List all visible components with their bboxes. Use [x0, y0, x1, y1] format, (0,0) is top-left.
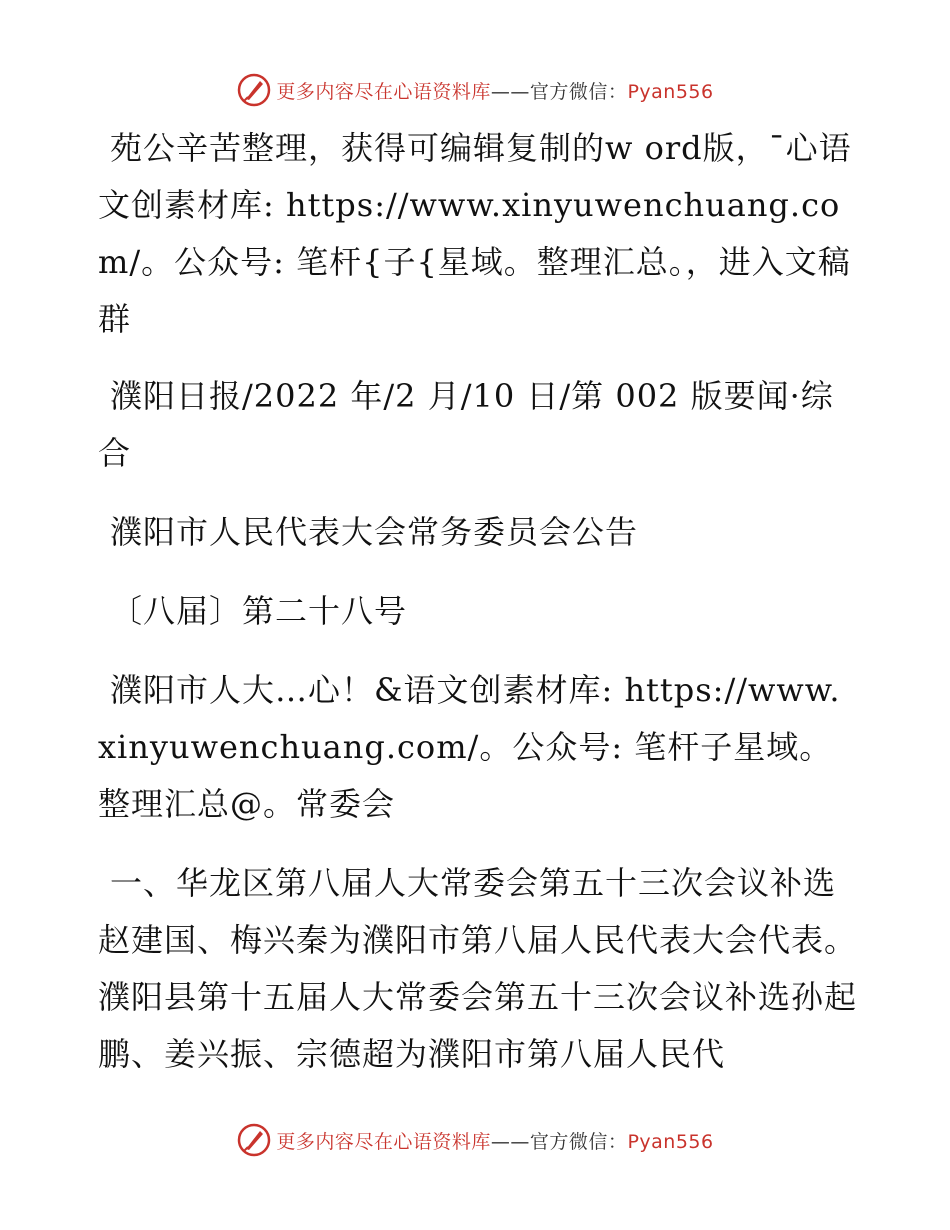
header-wechat-id: Pyan556 — [627, 80, 714, 103]
footer-separator: —— — [490, 1130, 530, 1153]
footer-wechat-id: Pyan556 — [627, 1130, 714, 1153]
footer-banner-text — [276, 1127, 713, 1154]
paragraph-body — [98, 855, 858, 1083]
paragraph-source — [98, 368, 858, 482]
paragraph-title — [98, 504, 858, 561]
paragraph-issuer-text: 濮阳市人大…心！&语文创素材库: https://www.xinyuwenchuang.com/。公众号: 笔杆子星域。整理汇总@。常委会 — [98, 671, 841, 823]
paragraph-number — [98, 583, 858, 640]
header-banner — [0, 70, 950, 110]
footer-brand: 更多内容尽在心语资料库 — [276, 1130, 491, 1153]
paragraph-intro-text: 苑公辛苦整理，获得可编辑复制的w ord版，¯心语文创素材库: https://www.xinyuwenchuang.com/。公众号: 笔杆{子{星域。整理汇总。，进入文稿群 — [98, 129, 852, 338]
announcement-title: 濮阳市人民代表大会常务委员会公告 — [110, 513, 639, 551]
quill-logo-icon — [236, 1122, 272, 1158]
announcement-number: 〔八届〕第二十八号 — [110, 592, 408, 630]
paragraph-body-text: 一、华龙区第八届人大常委会第五十三次会议补选赵建国、梅兴秦为濮阳市第八届人民代表大会代表。濮阳县第十五届人大常委会第五十三次会议补选孙起鹏、姜兴振、宗德超为濮阳市第八届人民代 — [98, 864, 858, 1073]
header-wechat-label: 官方微信： — [529, 80, 628, 103]
header-separator: —— — [490, 80, 530, 103]
paragraph-intro — [98, 120, 858, 348]
paragraph-issuer — [98, 662, 858, 833]
footer-banner — [0, 1120, 950, 1160]
document-body — [98, 120, 858, 1105]
header-banner-text — [276, 77, 713, 104]
header-brand: 更多内容尽在心语资料库 — [276, 80, 491, 103]
footer-wechat-label: 官方微信： — [529, 1130, 628, 1153]
quill-logo-icon — [236, 72, 272, 108]
paragraph-source-text: 濮阳日报/2022 年/2 月/10 日/第 002 版要闻·综合 — [98, 377, 834, 472]
